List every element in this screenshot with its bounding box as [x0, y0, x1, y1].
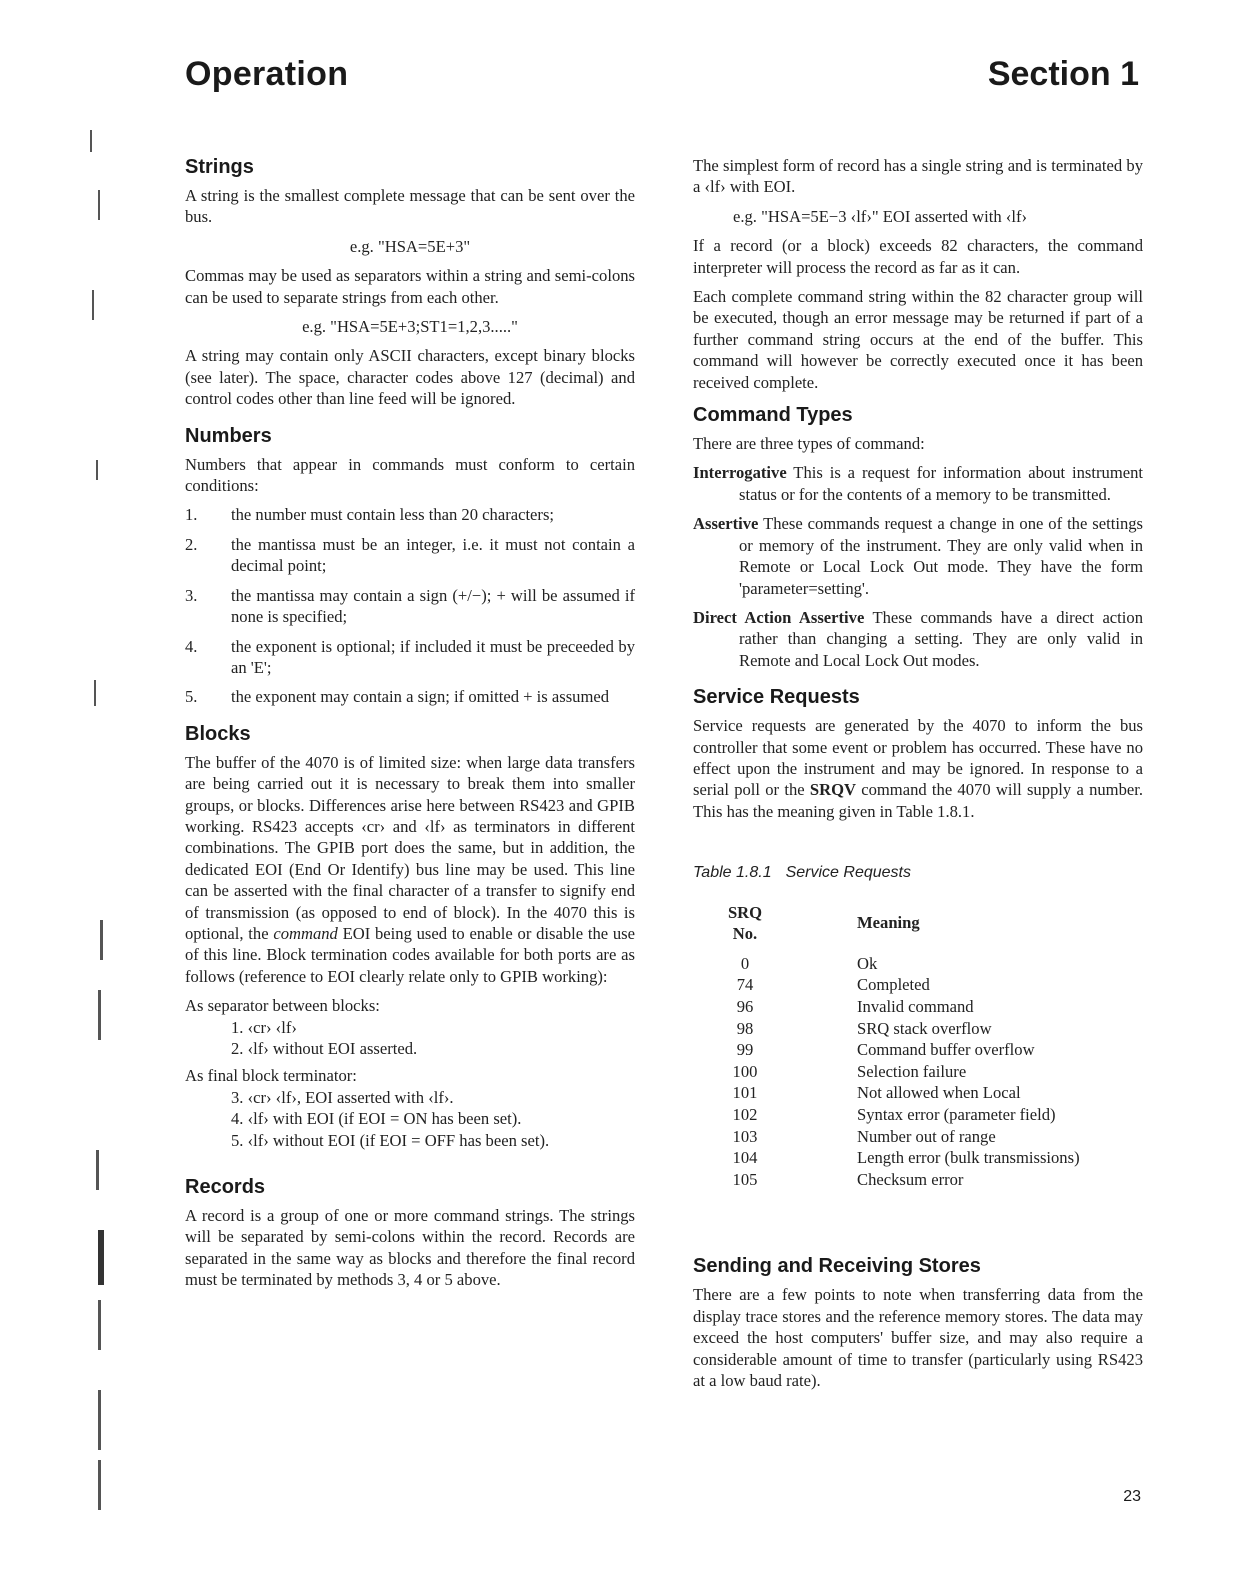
- list-item: [185, 534, 635, 577]
- final-terminator-label: As final block terminator:: [185, 1066, 357, 1086]
- command-type-description: This is a request for information about instrument status or for the contents of a memory to be transmitted.: [739, 463, 1143, 504]
- table-row: [715, 953, 1080, 975]
- command-type-term: Assertive: [693, 514, 759, 534]
- blocks-paragraph-emphasis: command: [273, 923, 338, 943]
- blocks-paragraph: [185, 752, 635, 987]
- list-item-number: 5.: [185, 687, 198, 707]
- list-item-number: 2.: [185, 534, 198, 554]
- list-item-text: the exponent may contain a sign; if omitted + is assumed: [231, 687, 610, 707]
- separator-label: As separator between blocks:: [185, 996, 380, 1016]
- blocks-paragraph-part-a: The buffer of the 4070 is of limited size: when large data transfers are being carried out it is necessary to break them into smaller groups, or blocks. Differences arise here between RS423 and GPIB working. RS423 accepts ‹cr› and ‹lf› as terminators in different combinations. The GPIB port does the same, but in addition, the dedicated EOI (End Or Identify) bus line may be used. This line can be asserted with the final character of a transfer to signify end of transmission (as opposed to end of block). In the 4070 this is optional, the: [185, 752, 635, 943]
- srq-number-cell: 74: [736, 975, 754, 995]
- meaning-cell: Not allowed when Local: [857, 1083, 1021, 1103]
- meaning-cell: Ok: [857, 953, 878, 973]
- page-number: 23: [1123, 1488, 1141, 1505]
- terminator-item: 5. ‹lf› without EOI (if EOI = OFF has been set).: [231, 1130, 550, 1150]
- table-row: [715, 1018, 1080, 1040]
- list-item: [185, 504, 635, 525]
- strings-example-1: e.g. "HSA=5E+3": [349, 236, 471, 256]
- meaning-cell: Checksum error: [857, 1169, 964, 1189]
- record-paragraph-2: If a record (or a block) exceeds 82 characters, the command interpreter will process the record as far as it can.: [693, 236, 1143, 277]
- table-row: [715, 1082, 1080, 1104]
- blocks-paragraph-part-b: EOI being used to enable or disable the use of this line. Block termination codes available for both ports are as follows (reference to EOI clearly relate only to GPIB working):: [185, 923, 636, 986]
- numbers-intro: Numbers that appear in commands must conform to certain conditions:: [185, 454, 635, 496]
- service-requests-paragraph: [693, 715, 1143, 822]
- header-chapter-title: Operation: [185, 55, 349, 93]
- right-column: [693, 155, 1143, 1399]
- meaning-cell: Syntax error (parameter field): [857, 1104, 1056, 1124]
- list-item-number: 4.: [185, 636, 198, 656]
- meaning-cell: Selection failure: [857, 1061, 967, 1081]
- strings-paragraph-3: A string may contain only ASCII characters, except binary blocks (see later). The space, character codes above 127 (decimal) and control codes other than line feed will be ignored.: [185, 346, 635, 409]
- command-type-term: Direct Action Assertive: [693, 607, 865, 627]
- list-item: [185, 585, 635, 628]
- numbers-section: [185, 424, 635, 708]
- numbers-heading: Numbers: [185, 424, 272, 447]
- command-type-item: [693, 513, 1143, 599]
- strings-heading: Strings: [185, 156, 254, 178]
- terminator-item: 3. ‹cr› ‹lf›, EOI asserted with ‹lf›.: [231, 1087, 454, 1107]
- strings-example-2: e.g. "HSA=5E+3;ST1=1,2,3.....": [302, 317, 518, 337]
- list-item-number: 3.: [185, 585, 198, 605]
- command-type-description: These commands request a change in one of the settings or memory of the instrument. They are only valid when in Remote or Local Lock Out mode. They have the form 'parameter=setting'.: [739, 514, 1143, 598]
- strings-paragraph-1: A string is the smallest complete message that can be sent over the bus.: [185, 186, 635, 227]
- list-item-text: the number must contain less than 20 characters;: [231, 505, 555, 525]
- record-example: e.g. "HSA=5E−3 ‹lf›" EOI asserted with ‹lf›: [733, 206, 1028, 226]
- records-heading: Records: [185, 1176, 266, 1199]
- column-header-meaning: Meaning: [857, 913, 920, 933]
- srq-number-cell: 0: [740, 953, 750, 973]
- scan-margin-marks: [86, 40, 116, 1540]
- record-intro-paragraph: The simplest form of record has a single string and is terminated by a ‹lf› with EOI.: [693, 156, 1143, 197]
- command-types-intro: There are three types of command:: [693, 434, 925, 454]
- list-item: [185, 636, 635, 679]
- command-type-description: These commands have a direct action rather than changing a setting. They are only valid in Remote and Local Lock Out modes.: [739, 607, 1143, 670]
- meaning-cell: Completed: [857, 975, 930, 995]
- table-row: [715, 1147, 1080, 1169]
- records-continued: [693, 155, 1143, 393]
- srq-number-cell: 101: [732, 1083, 758, 1103]
- records-paragraph: A record is a group of one or more command strings. The strings will be separated by semi-colons within the record. Records are separated in the same way as blocks and therefore the final record must be terminated by methods 3, 4 or 5 above.: [185, 1206, 635, 1290]
- list-item-text: the mantissa may contain a sign (+/−); + will be assumed if none is specified;: [231, 585, 635, 627]
- service-requests-part-b: command the 4070 will supply a number. This has the meaning given in Table 1.8.1.: [693, 780, 1143, 821]
- srq-number-cell: 99: [736, 1040, 754, 1060]
- list-item-text: the exponent is optional; if included it must be preceeded by an 'E';: [231, 636, 635, 677]
- table-row: [715, 1061, 1080, 1083]
- command-type-term: Interrogative: [693, 463, 787, 483]
- command-types-heading: Command Types: [693, 404, 853, 427]
- table-header-row: [715, 902, 1080, 953]
- command-type-item: [693, 462, 1143, 505]
- sending-receiving-paragraph: There are a few points to note when transferring data from the display trace stores and the reference memory stores. The data may exceed the host computers' buffer size, and may also require a considerable amount of time to transfer (particularly using RS423 at a low baud rate).: [693, 1285, 1143, 1390]
- table-row: [715, 974, 1080, 996]
- table-row: [715, 1169, 1080, 1191]
- service-requests-section: [693, 685, 1143, 822]
- numbers-list: [185, 504, 635, 707]
- srq-number-cell: 102: [732, 1104, 758, 1124]
- list-item: [185, 686, 635, 707]
- service-requests-table: [715, 902, 1080, 1191]
- srqv-command: SRQV: [809, 780, 856, 800]
- table-row: [715, 1039, 1080, 1061]
- table-body: [715, 953, 1080, 1191]
- service-requests-heading: Service Requests: [693, 686, 860, 709]
- srq-number-cell: 103: [732, 1126, 758, 1146]
- left-column: [185, 155, 635, 1299]
- records-section: [185, 1175, 635, 1291]
- command-type-item: [693, 607, 1143, 671]
- srq-number-cell: 100: [732, 1061, 758, 1081]
- table-row: [715, 1126, 1080, 1148]
- record-paragraph-3: Each complete command string within the 82 character group will be executed, though an error message may be returned if part of a further command string occurs at the end of the buffer. This command will however be correctly executed once it has been received complete.: [693, 287, 1143, 392]
- blocks-section: [185, 722, 635, 1151]
- srq-number-cell: 105: [732, 1169, 758, 1189]
- meaning-cell: Number out of range: [857, 1126, 996, 1146]
- table-row: [715, 996, 1080, 1018]
- srq-number-cell: 104: [732, 1148, 758, 1168]
- table-caption-number: Table 1.8.1: [693, 864, 772, 882]
- srq-number-cell: 96: [736, 996, 754, 1016]
- service-requests-part-a: Service requests are generated by the 4070 to inform the bus controller that some event or problem has occurred. These have no effect upon the instrument and may be ignored. In response to a serial poll or the: [693, 716, 1143, 800]
- meaning-cell: Invalid command: [857, 996, 974, 1016]
- table-caption-title: Service Requests: [785, 864, 911, 882]
- meaning-cell: Length error (bulk transmissions): [857, 1148, 1080, 1168]
- list-item-number: 1.: [185, 505, 198, 525]
- separator-item: 2. ‹lf› without EOI asserted.: [231, 1039, 418, 1058]
- meaning-cell: SRQ stack overflow: [857, 1018, 992, 1038]
- blocks-heading: Blocks: [185, 722, 251, 745]
- list-item-text: the mantissa must be an integer, i.e. it must not contain a decimal point;: [231, 534, 635, 576]
- meaning-cell: Command buffer overflow: [857, 1040, 1035, 1060]
- sending-receiving-heading: Sending and Receiving Stores: [693, 1255, 981, 1278]
- sending-receiving-section: [693, 1254, 1143, 1391]
- separator-item: 1. ‹cr› ‹lf›: [231, 1017, 297, 1037]
- header-section-label: Section 1: [987, 55, 1139, 93]
- srq-number-cell: 98: [736, 1018, 754, 1038]
- table-caption: [693, 862, 1143, 883]
- command-types-section: [693, 403, 1143, 671]
- strings-paragraph-2: Commas may be used as separators within a string and semi-colons can be used to separate strings from each other.: [185, 266, 635, 307]
- terminator-item: 4. ‹lf› with EOI (if EOI = ON has been set).: [231, 1109, 522, 1129]
- table-row: [715, 1104, 1080, 1126]
- strings-section: [185, 155, 635, 410]
- column-header-srq-no: SRQ No.: [727, 902, 763, 944]
